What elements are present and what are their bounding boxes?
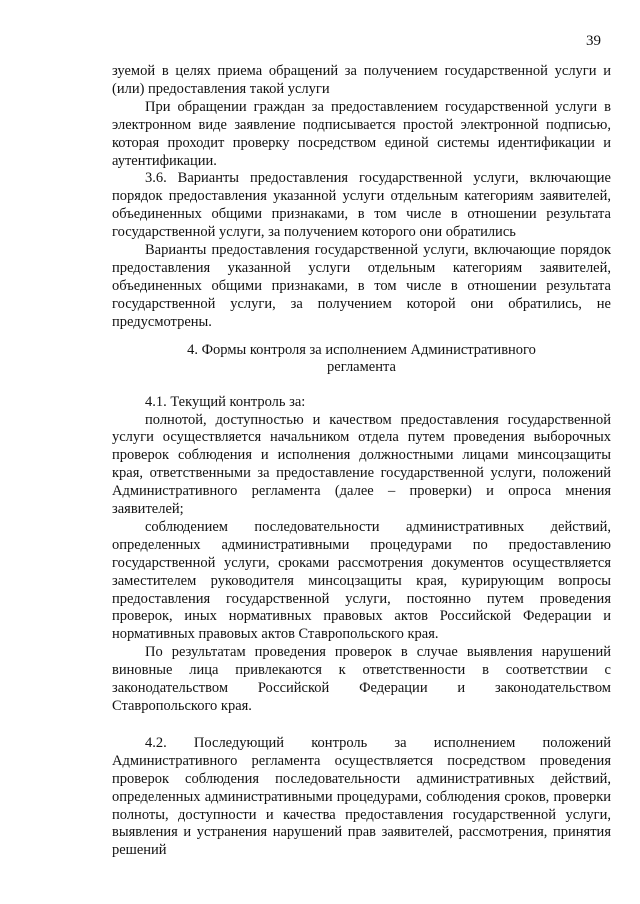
paragraph-electronic-signature: При обращении граждан за предоставлением государственной услуги в электронном виде заявление подписывается простой электронной подписью, которая проходит проверку посредством единой системы идентификации и аутентификации. (112, 98, 611, 169)
section-heading-line-2: регламента (327, 358, 396, 375)
paragraph-continuation: зуемой в целях приема обращений за получением государственной услуги и (или) предоставления такой услуги (112, 63, 611, 97)
paragraph-variants: Варианты предоставления государственной услуги, включающие порядок предоставления указанной услуги отдельным категориям заявителей, объединенных общими признаками, в том числе в отношении результата государственной услуги, за получением которой они обратились, не предусмотрены. (112, 242, 611, 330)
page-number: 39 (586, 33, 601, 49)
section-heading (112, 342, 611, 376)
paragraph-completeness: полнотой, доступностью и качеством предоставления государственной услуги осуществляется начальником отдела путем проведения выборочных проверок соблюдения и исполнения должностными лицами минсоцзащиты края, ответственными за предоставление государственной услуги, положений Административного регламента (далее – проверки) и опроса мнения заявителей; (112, 411, 611, 518)
document-body (112, 63, 611, 860)
section-heading-line-1: 4. Формы контроля за исполнением Административного (187, 341, 536, 358)
paragraph-4-1: 4.1. Текущий контроль за: (145, 393, 306, 410)
paragraph-sequence: соблюдением последовательности административных действий, определенных административными процедурами по предоставлению государственной услуги, сроками рассмотрения документов осуществляется заместителем руководителя минсоцзащиты края, курирующим вопросы предоставления государственной услуги, постоянно путем проведения проверок, иных нормативных правовых актов Российской Федерации и нормативных правовых актов Ставропольского края. (112, 518, 611, 643)
paragraph-results: По результатам проведения проверок в случае выявления нарушений виновные лица привлекаются к ответственности в соответствии с законодательством Российской Федерации и законодательством Ставропольского края. (112, 644, 611, 714)
paragraph-4-2: 4.2. Последующий контроль за исполнением положений Административного регламента осуществляется посредством проведения проверок соблюдения последовательности административных действий, определенных административными процедурами, соблюдения сроков, проверки полноты, доступности и качества предоставления государственной услуги, выявления и устранения нарушений прав заявителей, рассмотрения, принятия решений (112, 734, 611, 859)
paragraph-3-6: 3.6. Варианты предоставления государственной услуги, включающие порядок предоставления указанной услуги отдельным категориям заявителей, объединенных общими признаками, в том числе в отношении результата государственной услуги, за получением которого они обратились (112, 170, 611, 241)
